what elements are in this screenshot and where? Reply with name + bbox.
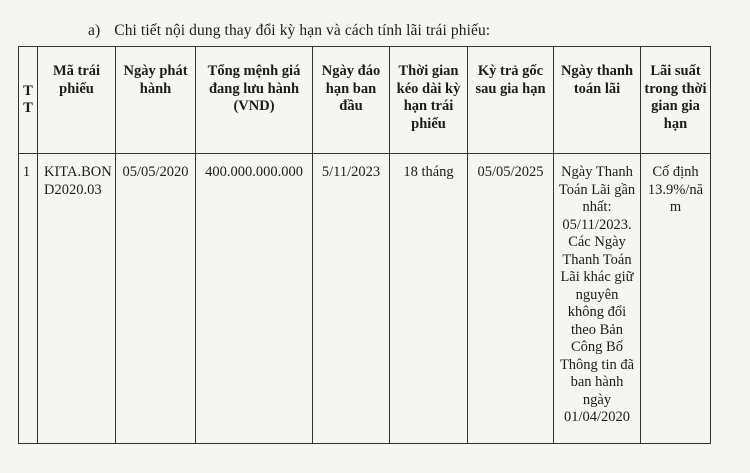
section-title: Chi tiết nội dung thay đổi kỳ hạn và cách tính lãi trái phiếu: [114, 22, 491, 39]
cell-issue-date: 05/05/2020 [116, 154, 196, 444]
section-heading [88, 22, 490, 40]
cell-total-par-value: 400.000.000.000 [196, 154, 313, 444]
section-marker: a) [88, 22, 101, 39]
cell-principal-repayment: 05/05/2025 [468, 154, 554, 444]
cell-interest-rate: Cố định 13.9%/năm [641, 154, 711, 444]
table-row [19, 154, 711, 444]
header-bond-code: Mã trái phiếu [38, 47, 116, 154]
header-principal-repayment: Kỳ trả gốc sau gia hạn [468, 47, 554, 154]
cell-original-maturity: 5/11/2023 [313, 154, 390, 444]
header-original-maturity: Ngày đáo hạn ban đầu [313, 47, 390, 154]
header-issue-date: Ngày phát hành [116, 47, 196, 154]
table-header-row [19, 47, 711, 154]
header-interest-rate: Lãi suất trong thời gian gia hạn [641, 47, 711, 154]
cell-interest-payment-date: Ngày Thanh Toán Lãi gần nhất: 05/11/2023. Các Ngày Thanh Toán Lãi khác giữ nguyên không đổi theo Bản Công Bố Thông tin đã ban hành ngày 01/04/2020 [554, 154, 641, 444]
header-interest-payment-date: Ngày thanh toán lãi [554, 47, 641, 154]
cell-tt: 1 [19, 154, 38, 444]
header-tt: TT [19, 47, 38, 154]
cell-bond-code: KITA.BOND2020.03 [38, 154, 116, 444]
header-total-par-value: Tổng mệnh giá đang lưu hành (VND) [196, 47, 313, 154]
cell-extension-period: 18 tháng [390, 154, 468, 444]
header-extension-period: Thời gian kéo dài kỳ hạn trái phiếu [390, 47, 468, 154]
bond-terms-table [18, 46, 711, 444]
